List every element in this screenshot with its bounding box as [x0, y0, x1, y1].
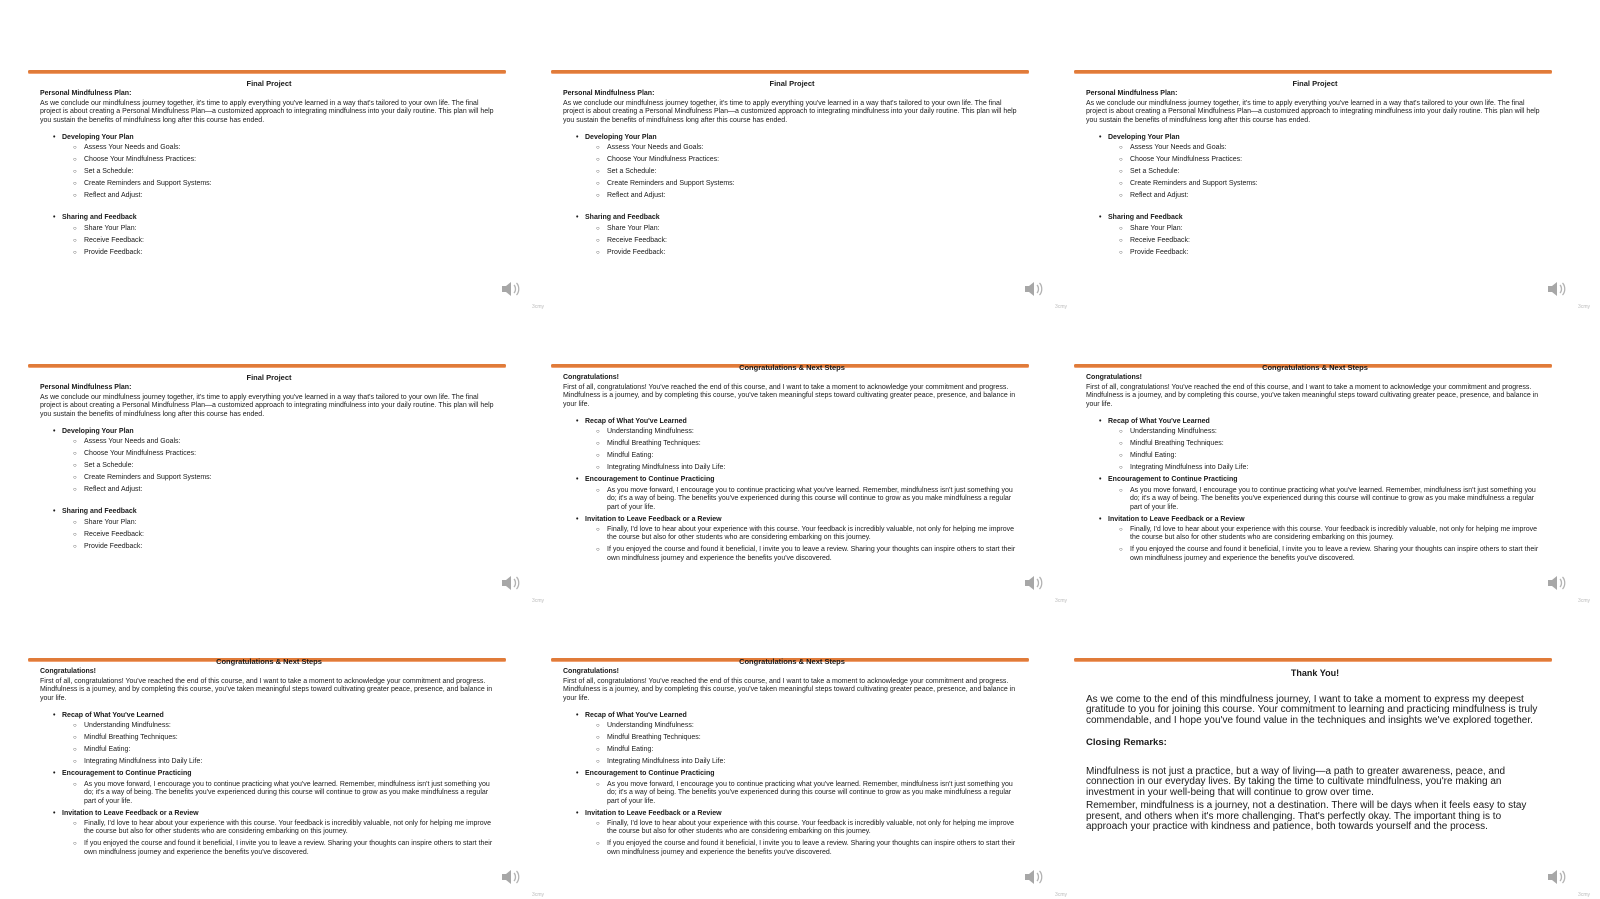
- speaker-icon[interactable]: [1546, 574, 1568, 592]
- slide-thumbnail[interactable]: [1074, 70, 1594, 310]
- speaker-icon[interactable]: [500, 868, 522, 886]
- sub-item: ○ If you enjoyed the course and found it beneficial, I invite you to leave a review. Sharing your thoughts can inspire others to start their own mindfulness journey and experience the benefits you've discovered.: [1130, 546, 1544, 563]
- sub-item: ○ Choose Your Mindfulness Practices:: [84, 156, 498, 164]
- slide-thumbnail[interactable]: [28, 70, 548, 310]
- sub-item: ○ Mindful Breathing Techniques:: [1130, 440, 1544, 448]
- sub-item: ○ As you move forward, I encourage you to continue practicing what you've learned. Remember, mindfulness isn't just something you do; it's a way of being. The benefits you've experienced during this course will continue to grow as you make mindfulness a regular part of your life.: [607, 487, 1021, 512]
- sub-item: ○ Share Your Plan:: [607, 225, 1021, 233]
- slide-title: Congratulations & Next Steps: [216, 657, 322, 666]
- sub-item: ○ As you move forward, I encourage you to continue practicing what you've learned. Remember, mindfulness isn't just something you do; it's a way of being. The benefits you've experienced during this course will continue to grow as you make mindfulness a regular part of your life.: [1130, 487, 1544, 512]
- sub-item: ○ Integrating Mindfulness into Daily Life:: [84, 758, 498, 766]
- slide-heading: Congratulations!: [563, 668, 619, 676]
- speaker-icon[interactable]: [1023, 868, 1045, 886]
- slide-thumbnail[interactable]: [551, 70, 1071, 310]
- slide-intro: As we come to the end of this mindfulness journey, I want to take a moment to express my deepest gratitude to you for joining this course. Your commitment to learning and practicing mindfulness is truly commendable, and I hope you've found value in the techniques and insights we've explored together.: [1086, 693, 1538, 726]
- section-item: • Developing Your Plan ○ Assess Your Needs and Goals: ○ Choose Your Mindfulness Practices: ○ Set a Schedule: ○ Create Reminders and Support Systems: ○ Reflect and Adjust:: [1108, 134, 1544, 201]
- slide-title: Final Project: [769, 79, 815, 88]
- slide-intro: First of all, congratulations! You've reached the end of this course, and I want to take a moment to acknowledge your commitment and progress. Mindfulness is a journey, and by completing this course, you've taken meaningful steps toward cultivating greater peace, presence, and balance in your life.: [40, 677, 493, 702]
- sub-item: ○ As you move forward, I encourage you to continue practicing what you've learned. Remember, mindfulness isn't just something you do; it's a way of being. The benefits you've experienced during this course will continue to grow as you make mindfulness a regular part of your life.: [84, 781, 498, 806]
- sub-item: ○ Integrating Mindfulness into Daily Life:: [607, 758, 1021, 766]
- sub-item: ○ Create Reminders and Support Systems:: [84, 180, 498, 188]
- slide-thumbnail[interactable]: [1074, 364, 1594, 604]
- slide-thumbnail[interactable]: [551, 364, 1071, 604]
- speaker-icon[interactable]: [1023, 280, 1045, 298]
- slide-heading: Congratulations!: [40, 668, 96, 676]
- slide-content: [1086, 80, 1544, 261]
- section-item: • Sharing and Feedback ○ Share Your Plan: ○ Receive Feedback: ○ Provide Feedback:: [62, 508, 498, 551]
- slide-content: [563, 658, 1021, 861]
- sub-item: ○ Choose Your Mindfulness Practices:: [84, 450, 498, 458]
- section-item: • Recap of What You've Learned ○ Understanding Mindfulness: ○ Mindful Breathing Techniques: ○ Mindful Eating: ○ Integrating Mindfulness into Daily Life:: [585, 712, 1021, 767]
- slide-intro: First of all, congratulations! You've reached the end of this course, and I want to take a moment to acknowledge your commitment and progress. Mindfulness is a journey, and by completing this course, you've taken meaningful steps toward cultivating greater peace, presence, and balance in your life.: [563, 677, 1016, 702]
- section-item: • Encouragement to Continue Practicing ○ As you move forward, I encourage you to continue practicing what you've learned. Remember, mindfulness isn't just something you do; it's a way of being. The benefits you've experienced during this course will continue to grow as you make mindfulness a regular part of your life.: [62, 770, 498, 806]
- sub-item: ○ Finally, I'd love to hear about your experience with this course. Your feedback is incredibly valuable, not only for helping me improve the course but also for other students who are considering embarking on this journey.: [607, 526, 1021, 543]
- section-item: • Encouragement to Continue Practicing ○ As you move forward, I encourage you to continue practicing what you've learned. Remember, mindfulness isn't just something you do; it's a way of being. The benefits you've experienced during this course will continue to grow as you make mindfulness a regular part of your life.: [585, 770, 1021, 806]
- slide-content: [1086, 364, 1544, 567]
- sub-item: ○ Finally, I'd love to hear about your experience with this course. Your feedback is incredibly valuable, not only for helping me improve the course but also for other students who are considering embarking on this journey.: [607, 820, 1021, 837]
- sub-item: ○ Mindful Eating:: [1130, 452, 1544, 460]
- section-item: • Encouragement to Continue Practicing ○ As you move forward, I encourage you to continue practicing what you've learned. Remember, mindfulness isn't just something you do; it's a way of being. The benefits you've experienced during this course will continue to grow as you make mindfulness a regular part of your life.: [585, 476, 1021, 512]
- slide-thumbnail[interactable]: [1074, 658, 1594, 898]
- slide-stamp: 3cmy: [1578, 892, 1590, 898]
- sub-item: ○ Set a Schedule:: [84, 168, 498, 176]
- sub-item: ○ Share Your Plan:: [1130, 225, 1544, 233]
- slide-heading: Personal Mindfulness Plan:: [40, 90, 132, 98]
- sub-item: ○ Assess Your Needs and Goals:: [1130, 144, 1544, 152]
- sub-item: ○ Reflect and Adjust:: [84, 192, 498, 200]
- sub-item: ○ Integrating Mindfulness into Daily Life:: [1130, 464, 1544, 472]
- sub-item: ○ Set a Schedule:: [607, 168, 1021, 176]
- sub-item: ○ Share Your Plan:: [84, 225, 498, 233]
- sub-item: ○ Understanding Mindfulness:: [607, 722, 1021, 730]
- slide-stamp: 3cmy: [532, 304, 544, 310]
- sub-item: ○ Reflect and Adjust:: [607, 192, 1021, 200]
- sub-item: ○ Create Reminders and Support Systems:: [84, 474, 498, 482]
- slide-title: Final Project: [246, 79, 292, 88]
- sub-item: ○ Reflect and Adjust:: [84, 486, 498, 494]
- sub-item: ○ Assess Your Needs and Goals:: [607, 144, 1021, 152]
- sub-item: ○ Create Reminders and Support Systems:: [607, 180, 1021, 188]
- section-item: • Sharing and Feedback ○ Share Your Plan: ○ Receive Feedback: ○ Provide Feedback:: [1108, 214, 1544, 257]
- slide-title: Congratulations & Next Steps: [739, 657, 845, 666]
- sub-item: ○ Integrating Mindfulness into Daily Life:: [607, 464, 1021, 472]
- speaker-icon[interactable]: [500, 280, 522, 298]
- slide-stamp: 3cmy: [532, 892, 544, 898]
- section-item: • Invitation to Leave Feedback or a Review ○ Finally, I'd love to hear about your experience with this course. Your feedback is incredibly valuable, not only for helping me improve the course but also for other students who are considering embarking on this journey. ○ If you enjoyed the course and found it beneficial, I invite you to leave a review. Sharing your thoughts can inspire others to start their own mindfulness journey and experience the benefits you've discovered.: [1108, 516, 1544, 564]
- slide-heading: Personal Mindfulness Plan:: [40, 384, 132, 392]
- slide-stamp: 3cmy: [1055, 598, 1067, 604]
- sub-item: ○ Mindful Breathing Techniques:: [607, 440, 1021, 448]
- sub-item: ○ Set a Schedule:: [1130, 168, 1544, 176]
- header-accent-bar: [1074, 658, 1552, 661]
- section-item: • Developing Your Plan ○ Assess Your Needs and Goals: ○ Choose Your Mindfulness Practices: ○ Set a Schedule: ○ Create Reminders and Support Systems: ○ Reflect and Adjust:: [585, 134, 1021, 201]
- sub-item: ○ Provide Feedback:: [1130, 249, 1544, 257]
- slide-heading: Congratulations!: [563, 374, 619, 382]
- speaker-icon[interactable]: [1546, 868, 1568, 886]
- section-item: • Recap of What You've Learned ○ Understanding Mindfulness: ○ Mindful Breathing Techniques: ○ Mindful Eating: ○ Integrating Mindfulness into Daily Life:: [1108, 418, 1544, 473]
- slide-intro: As we conclude our mindfulness journey together, it's time to apply everything you've learned in a way that's tailored to your own life. The final project is about creating a Personal Mindfulness Plan—a customized approach to integrating mindfulness into your daily routine. This plan will help you sustain the benefits of mindfulness long after this course has ended.: [40, 393, 494, 418]
- slide-intro: First of all, congratulations! You've reached the end of this course, and I want to take a moment to acknowledge your commitment and progress. Mindfulness is a journey, and by completing this course, you've taken meaningful steps toward cultivating greater peace, presence, and balance in your life.: [563, 383, 1016, 408]
- slide-stamp: 3cmy: [1578, 598, 1590, 604]
- section-item: • Sharing and Feedback ○ Share Your Plan: ○ Receive Feedback: ○ Provide Feedback:: [62, 214, 498, 257]
- sub-item: ○ Receive Feedback:: [607, 237, 1021, 245]
- speaker-icon[interactable]: [1546, 280, 1568, 298]
- sub-item: ○ Understanding Mindfulness:: [1130, 428, 1544, 436]
- slide-stamp: 3cmy: [1055, 892, 1067, 898]
- section-item: • Developing Your Plan ○ Assess Your Needs and Goals: ○ Choose Your Mindfulness Practices: ○ Set a Schedule: ○ Create Reminders and Support Systems: ○ Reflect and Adjust:: [62, 428, 498, 495]
- slide-stamp: 3cmy: [1578, 304, 1590, 310]
- slide-content: [563, 364, 1021, 567]
- slide-heading: Congratulations!: [1086, 374, 1142, 382]
- sub-item: ○ Set a Schedule:: [84, 462, 498, 470]
- slide-intro: As we conclude our mindfulness journey together, it's time to apply everything you've learned in a way that's tailored to your own life. The final project is about creating a Personal Mindfulness Plan—a customized approach to integrating mindfulness into your daily routine. This plan will help you sustain the benefits of mindfulness long after this course has ended.: [40, 99, 494, 124]
- slide-title: Congratulations & Next Steps: [739, 363, 845, 372]
- slide-title: Congratulations & Next Steps: [1262, 363, 1368, 372]
- section-item: • Recap of What You've Learned ○ Understanding Mindfulness: ○ Mindful Breathing Techniques: ○ Mindful Eating: ○ Integrating Mindfulness into Daily Life:: [585, 418, 1021, 473]
- slide-content: [40, 658, 498, 861]
- slide-intro: First of all, congratulations! You've reached the end of this course, and I want to take a moment to acknowledge your commitment and progress. Mindfulness is a journey, and by completing this course, you've taken meaningful steps toward cultivating greater peace, presence, and balance in your life.: [1086, 383, 1539, 408]
- header-accent-bar: [28, 70, 506, 73]
- slide-content: [40, 374, 498, 555]
- sub-item: ○ Mindful Eating:: [84, 746, 498, 754]
- sub-item: ○ Provide Feedback:: [607, 249, 1021, 257]
- sub-item: ○ As you move forward, I encourage you to continue practicing what you've learned. Remember, mindfulness isn't just something you do; it's a way of being. The benefits you've experienced during this course will continue to grow as you make mindfulness a regular part of your life.: [607, 781, 1021, 806]
- sub-item: ○ If you enjoyed the course and found it beneficial, I invite you to leave a review. Sharing your thoughts can inspire others to start their own mindfulness journey and experience the benefits you've discovered.: [607, 546, 1021, 563]
- sub-item: ○ Mindful Eating:: [607, 746, 1021, 754]
- sub-item: ○ Mindful Breathing Techniques:: [607, 734, 1021, 742]
- slide-content: [1086, 668, 1544, 845]
- section-item: • Developing Your Plan ○ Assess Your Needs and Goals: ○ Choose Your Mindfulness Practices: ○ Set a Schedule: ○ Create Reminders and Support Systems: ○ Reflect and Adjust:: [62, 134, 498, 201]
- sub-item: ○ Reflect and Adjust:: [1130, 192, 1544, 200]
- slide-paragraph: Remember, mindfulness is a journey, not a destination. There will be days when it feels easy to stay present, and others when it's more challenging. That's perfectly okay. The important thing is to approach your practice with kindness and patience, both towards yourself and the process.: [1086, 800, 1527, 832]
- section-item: • Invitation to Leave Feedback or a Review ○ Finally, I'd love to hear about your experience with this course. Your feedback is incredibly valuable, not only for helping me improve the course but also for other students who are considering embarking on this journey. ○ If you enjoyed the course and found it beneficial, I invite you to leave a review. Sharing your thoughts can inspire others to start their own mindfulness journey and experience the benefits you've discovered.: [62, 810, 498, 858]
- sub-item: ○ Receive Feedback:: [84, 237, 498, 245]
- sub-item: ○ If you enjoyed the course and found it beneficial, I invite you to leave a review. Sharing your thoughts can inspire others to start their own mindfulness journey and experience the benefits you've discovered.: [84, 840, 498, 857]
- speaker-icon[interactable]: [500, 574, 522, 592]
- sub-item: ○ Understanding Mindfulness:: [607, 428, 1021, 436]
- slide-stamp: 3cmy: [532, 598, 544, 604]
- sub-item: ○ Finally, I'd love to hear about your experience with this course. Your feedback is incredibly valuable, not only for helping me improve the course but also for other students who are considering embarking on this journey.: [1130, 526, 1544, 543]
- sub-item: ○ Create Reminders and Support Systems:: [1130, 180, 1544, 188]
- slide-heading: Closing Remarks:: [1086, 737, 1167, 748]
- sub-item: ○ Receive Feedback:: [84, 531, 498, 539]
- section-item: • Invitation to Leave Feedback or a Review ○ Finally, I'd love to hear about your experience with this course. Your feedback is incredibly valuable, not only for helping me improve the course but also for other students who are considering embarking on this journey. ○ If you enjoyed the course and found it beneficial, I invite you to leave a review. Sharing your thoughts can inspire others to start their own mindfulness journey and experience the benefits you've discovered.: [585, 810, 1021, 858]
- header-accent-bar: [1074, 70, 1552, 73]
- sub-item: ○ Share Your Plan:: [84, 519, 498, 527]
- slide-title: Final Project: [246, 373, 292, 382]
- slide-content: [563, 80, 1021, 261]
- sub-item: ○ Assess Your Needs and Goals:: [84, 438, 498, 446]
- section-item: • Sharing and Feedback ○ Share Your Plan: ○ Receive Feedback: ○ Provide Feedback:: [585, 214, 1021, 257]
- slide-intro: As we conclude our mindfulness journey together, it's time to apply everything you've learned in a way that's tailored to your own life. The final project is about creating a Personal Mindfulness Plan—a customized approach to integrating mindfulness into your daily routine. This plan will help you sustain the benefits of mindfulness long after this course has ended.: [1086, 99, 1540, 124]
- slide-title: Final Project: [1292, 79, 1338, 88]
- header-accent-bar: [551, 70, 1029, 73]
- sub-item: ○ Provide Feedback:: [84, 543, 498, 551]
- slide-thumbnail[interactable]: [28, 364, 548, 604]
- sub-item: ○ Receive Feedback:: [1130, 237, 1544, 245]
- sub-item: ○ Mindful Eating:: [607, 452, 1021, 460]
- slide-heading: Personal Mindfulness Plan:: [563, 90, 655, 98]
- slide-content: [40, 80, 498, 261]
- sub-item: ○ Finally, I'd love to hear about your experience with this course. Your feedback is incredibly valuable, not only for helping me improve the course but also for other students who are considering embarking on this journey.: [84, 820, 498, 837]
- sub-item: ○ Choose Your Mindfulness Practices:: [607, 156, 1021, 164]
- section-item: • Recap of What You've Learned ○ Understanding Mindfulness: ○ Mindful Breathing Techniques: ○ Mindful Eating: ○ Integrating Mindfulness into Daily Life:: [62, 712, 498, 767]
- section-item: • Invitation to Leave Feedback or a Review ○ Finally, I'd love to hear about your experience with this course. Your feedback is incredibly valuable, not only for helping me improve the course but also for other students who are considering embarking on this journey. ○ If you enjoyed the course and found it beneficial, I invite you to leave a review. Sharing your thoughts can inspire others to start their own mindfulness journey and experience the benefits you've discovered.: [585, 516, 1021, 564]
- slide-paragraph: Mindfulness is not just a practice, but a way of living—a path to greater awareness, peace, and connection in our everyday lives. By taking the time to cultivate mindfulness, you're making an investment in your well-being that will continue to grow over time.: [1086, 765, 1506, 798]
- slide-stamp: 3cmy: [1055, 304, 1067, 310]
- sub-item: ○ If you enjoyed the course and found it beneficial, I invite you to leave a review. Sharing your thoughts can inspire others to start their own mindfulness journey and experience the benefits you've discovered.: [607, 840, 1021, 857]
- slide-intro: As we conclude our mindfulness journey together, it's time to apply everything you've learned in a way that's tailored to your own life. The final project is about creating a Personal Mindfulness Plan—a customized approach to integrating mindfulness into your daily routine. This plan will help you sustain the benefits of mindfulness long after this course has ended.: [563, 99, 1017, 124]
- sub-item: ○ Assess Your Needs and Goals:: [84, 144, 498, 152]
- sub-item: ○ Mindful Breathing Techniques:: [84, 734, 498, 742]
- slide-heading: Personal Mindfulness Plan:: [1086, 90, 1178, 98]
- section-item: • Encouragement to Continue Practicing ○ As you move forward, I encourage you to continue practicing what you've learned. Remember, mindfulness isn't just something you do; it's a way of being. The benefits you've experienced during this course will continue to grow as you make mindfulness a regular part of your life.: [1108, 476, 1544, 512]
- sub-item: ○ Provide Feedback:: [84, 249, 498, 257]
- slide-thumbnail[interactable]: [28, 658, 548, 898]
- sub-item: ○ Choose Your Mindfulness Practices:: [1130, 156, 1544, 164]
- slide-title: Thank You!: [1290, 668, 1340, 678]
- speaker-icon[interactable]: [1023, 574, 1045, 592]
- slide-thumbnail[interactable]: [551, 658, 1071, 898]
- sub-item: ○ Understanding Mindfulness:: [84, 722, 498, 730]
- header-accent-bar: [28, 364, 506, 367]
